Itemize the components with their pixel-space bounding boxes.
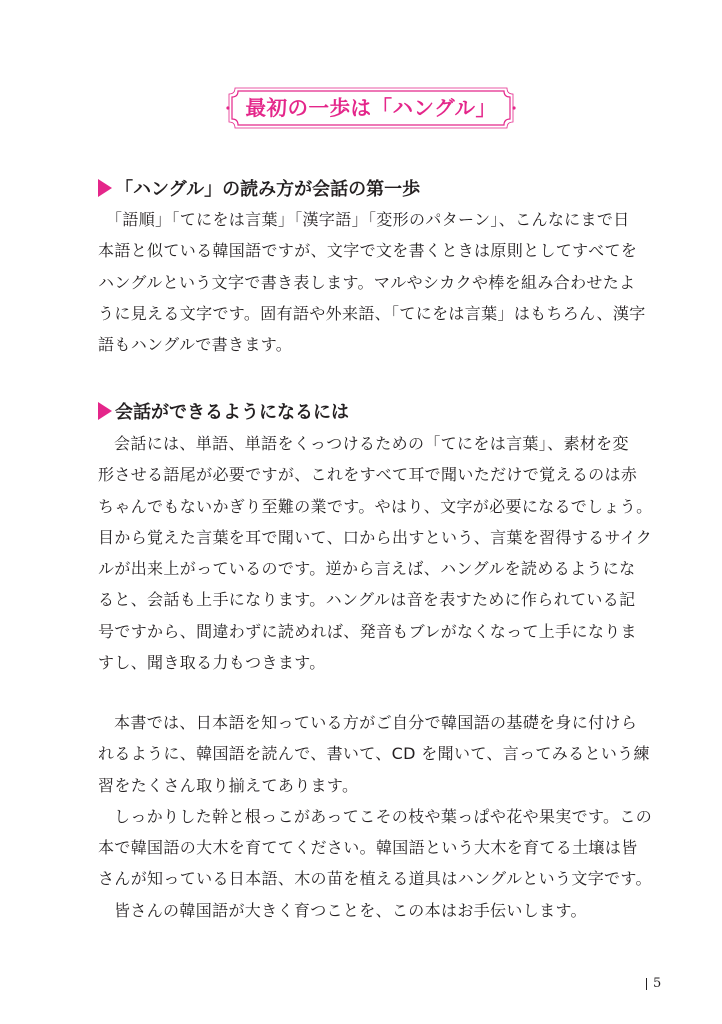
text-line: 本書では、日本語を知っている方がご自分で韓国語の基礎を身に付けら: [114, 713, 638, 732]
text-line: 形させる語尾が必要ですが、これをすべて耳で聞いただけで覚えるのは赤: [98, 465, 638, 485]
text-line: ると、会話も上手になります。ハングルは音を表すために作られている記: [98, 590, 636, 610]
text-line: ハングルという文字で書き表します。マルやシカクや棒を組み合わせたよ: [98, 272, 636, 292]
text-line: 号ですから、間違わずに読めれば、発音もブレがなくなって上手になりま: [98, 621, 637, 641]
title-frame: [226, 86, 516, 130]
text-line: うに見える文字です。固有語や外来語、「てにをは言葉」はもちろん、漢字: [98, 303, 646, 323]
section-heading-text: 会話ができるようになるには: [115, 402, 349, 423]
text-line: すし、聞き取る力もつきます。: [98, 653, 326, 673]
section-2-paragraph: [98, 428, 653, 678]
text-line: ルが出来上がっているのです。逆から言えば、ハングルを読めるようにな: [98, 559, 636, 579]
text-line: 会話には、単語、単語をくっつけるための「てにをは言葉」、素材を変: [114, 434, 629, 453]
page-number: [646, 976, 661, 991]
text-line: 皆さんの韓国語が大きく育つことを、この本はお手伝いします。: [114, 900, 587, 920]
triangle-right-icon: [98, 402, 112, 420]
triangle-right-icon: [98, 179, 112, 197]
section-heading-1: [98, 175, 420, 201]
text-line: さんが知っている日本語、木の苗を植える道具はハングルという文字です。: [98, 869, 652, 889]
text-line: ちゃんでもないかぎり至難の業です。やはり、文字が必要になるでしょう。: [98, 496, 653, 516]
text-line: 「語順」「てにをは言葉」「漢字語」「変形のパターン」、こんなにまで日: [106, 210, 630, 229]
text-line: 本語と似ている韓国語ですが、文字で文を書くときは原則としてすべてを: [98, 241, 638, 261]
section-3-paragraph: [98, 707, 653, 926]
section-heading-2: [98, 398, 349, 424]
text-line: しっかりした幹と根っこがあってこその枝や葉っぱや花や果実です。この: [114, 806, 653, 826]
section-heading-text: 「ハングル」の読み方が会話の第一歩: [115, 179, 421, 200]
text-line: れるように、韓国語を読んで、書いて、CD を聞いて、言ってみるという練: [98, 744, 650, 764]
text-line: 語もハングルで書きます。: [98, 335, 293, 355]
page-number-divider: [646, 978, 647, 990]
text-line: 習をたくさん取り揃えてあります。: [98, 775, 359, 795]
text-line: 本で韓国語の大木を育ててください。韓国語という大木を育てる土壌は皆: [98, 838, 638, 858]
text-line: 目から覚えた言葉を耳で聞いて、口から出すという、言葉を習得するサイク: [98, 527, 653, 547]
page-title: 最初の一歩は「ハングル」: [245, 96, 497, 120]
page-number-value: 5: [653, 976, 662, 991]
section-1-paragraph: [98, 204, 646, 360]
